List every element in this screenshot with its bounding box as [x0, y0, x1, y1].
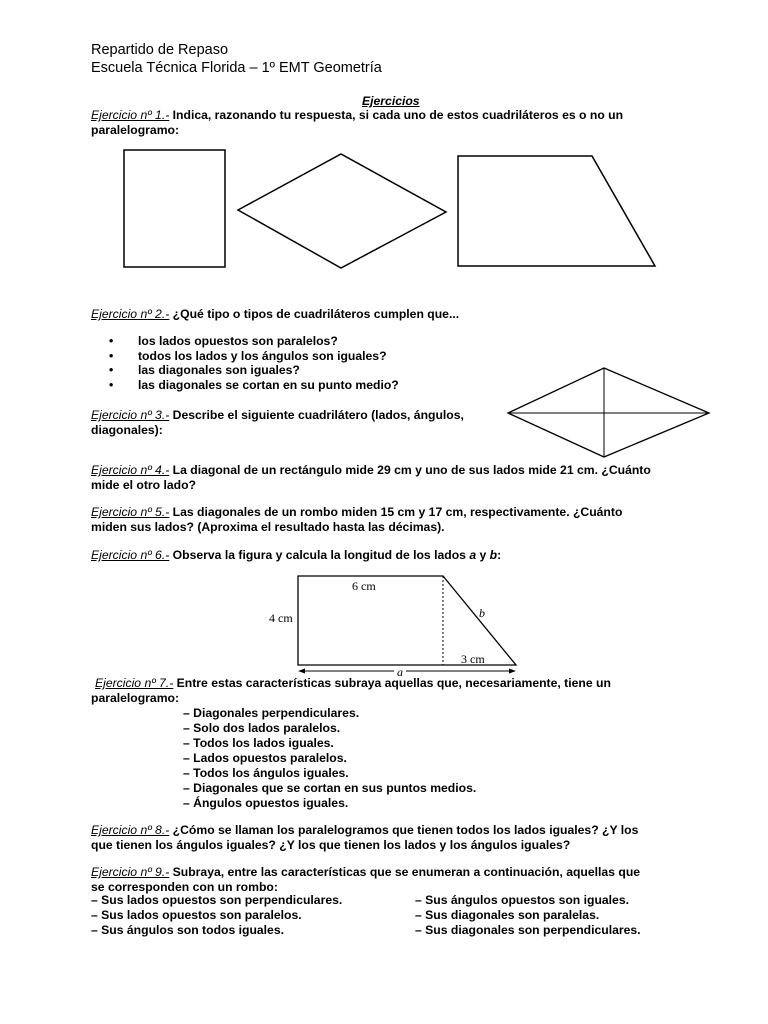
- exercise-6-colon: :: [497, 548, 502, 562]
- exercise-3-text-a: Describe el siguiente cuadrilátero (lados, ángulos,: [169, 408, 464, 422]
- section-title: Ejercicios: [362, 94, 420, 108]
- exercise-2: [91, 307, 691, 322]
- exercise-3-label: Ejercicio nº 3.-: [91, 408, 170, 422]
- label-4cm: 4 cm: [269, 611, 293, 625]
- exercise-6: [91, 548, 711, 563]
- exercise-1-label: Ejercicio nº 1.-: [91, 108, 170, 122]
- label-6cm: 6 cm: [352, 579, 376, 593]
- exercise-8: [91, 823, 711, 853]
- exercise-2-list: [109, 334, 399, 392]
- list-item: – Sus lados opuestos son perpendiculares.: [91, 893, 343, 907]
- exercise-1: [91, 108, 691, 138]
- exercise-3-figure: [505, 365, 715, 465]
- list-item: – Sus diagonales son perpendiculares.: [415, 923, 641, 937]
- exercise-3-text-b: diagonales):: [91, 423, 163, 437]
- exercise-5-text-b: miden sus lados? (Aproxima el resultado hasta las décimas).: [91, 520, 445, 534]
- exercise-8-label: Ejercicio nº 8.-: [91, 823, 170, 837]
- exercise-9-text-a: Subraya, entre las características que se enumeran a continuación, aquellas que: [169, 865, 641, 879]
- list-item: – Sus ángulos son todos iguales.: [91, 923, 285, 937]
- exercise-9-text-b: se corresponden con un rombo:: [91, 880, 278, 894]
- list-item: – Todos los lados iguales.: [183, 736, 334, 750]
- exercise-6-text: Observa la figura y calcula la longitud de los lados: [169, 548, 470, 562]
- exercise-4: [91, 463, 711, 493]
- list-item: • todos los lados y los ángulos son iguales?: [109, 349, 399, 364]
- list-item: – Ángulos opuestos iguales.: [183, 796, 349, 810]
- exercise-6-figure: [260, 570, 530, 682]
- exercise-8-text-a: ¿Cómo se llaman los paralelogramos que tienen todos los lados iguales? ¿Y los: [169, 823, 639, 837]
- list-item: – Solo dos lados paralelos.: [183, 721, 341, 735]
- exercise-7-text-b: paralelogramo:: [91, 691, 180, 705]
- exercise-1-text-a: Indica, razonando tu respuesta, si cada uno de estos cuadriláteros es o no un: [169, 108, 624, 122]
- exercise-9: [91, 865, 711, 895]
- list-item: – Diagonales perpendiculares.: [183, 706, 360, 720]
- exercise-5-text-a: Las diagonales de un rombo miden 15 cm y 17 cm, respectivamente. ¿Cuánto: [169, 505, 623, 519]
- variable-b: b: [489, 548, 498, 562]
- header-line1: Repartido de Repaso: [91, 42, 229, 58]
- exercise-2-label: Ejercicio nº 2.-: [91, 307, 170, 321]
- list-item: – Sus diagonales son paralelas.: [415, 908, 600, 922]
- exercise-7-label: Ejercicio nº 7.-: [95, 676, 174, 690]
- trapezoid-shape: [458, 156, 655, 266]
- square-shape: [124, 150, 225, 267]
- label-a: a: [397, 665, 403, 679]
- exercise-6-label: Ejercicio nº 6.-: [91, 548, 170, 562]
- exercise-7: [91, 676, 715, 706]
- arrowhead-right: [509, 669, 516, 674]
- label-b: b: [479, 606, 485, 620]
- list-item: – Sus ángulos opuestos son iguales.: [415, 893, 630, 907]
- arrowhead-left: [298, 669, 305, 674]
- variable-a: a: [469, 548, 477, 562]
- exercise-4-text-a: La diagonal de un rectángulo mide 29 cm y uno de sus lados mide 21 cm. ¿Cuánto: [169, 463, 651, 477]
- exercise-1-text-b: paralelogramo:: [91, 123, 180, 137]
- list-item: – Sus lados opuestos son paralelos.: [91, 908, 302, 922]
- exercise-7-list: [183, 706, 476, 811]
- list-item: • los lados opuestos son paralelos?: [109, 334, 399, 349]
- exercise-5: [91, 505, 711, 535]
- exercise-4-label: Ejercicio nº 4.-: [91, 463, 170, 477]
- exercise-3: [91, 408, 511, 438]
- list-item: – Lados opuestos paralelos.: [183, 751, 347, 765]
- exercise-5-label: Ejercicio nº 5.-: [91, 505, 170, 519]
- exercise-1-figure: [110, 140, 670, 280]
- exercise-8-text-b: que tienen los ángulos iguales? ¿Y los que tienen los lados y los ángulos iguales?: [91, 838, 571, 852]
- list-item: • las diagonales son iguales?: [109, 363, 399, 378]
- exercise-9-list-right: [415, 893, 641, 938]
- exercise-2-text: ¿Qué tipo o tipos de cuadriláteros cumplen que...: [169, 307, 460, 321]
- list-item: • las diagonales se cortan en su punto medio?: [109, 378, 399, 393]
- rhombus-shape: [238, 154, 446, 268]
- list-item: – Diagonales que se cortan en sus puntos medios.: [183, 781, 477, 795]
- header-line2: Escuela Técnica Florida – 1º EMT Geometría: [91, 60, 382, 76]
- label-3cm: 3 cm: [461, 652, 485, 666]
- exercise-7-text-a: Entre estas características subraya aquellas que, necesariamente, tiene un: [173, 676, 611, 690]
- exercise-4-text-b: mide el otro lado?: [91, 478, 196, 492]
- exercise-6-and: y: [476, 548, 490, 562]
- exercise-9-label: Ejercicio nº 9.-: [91, 865, 170, 879]
- list-item: – Todos los ángulos iguales.: [183, 766, 349, 780]
- exercise-9-list-left: [91, 893, 342, 938]
